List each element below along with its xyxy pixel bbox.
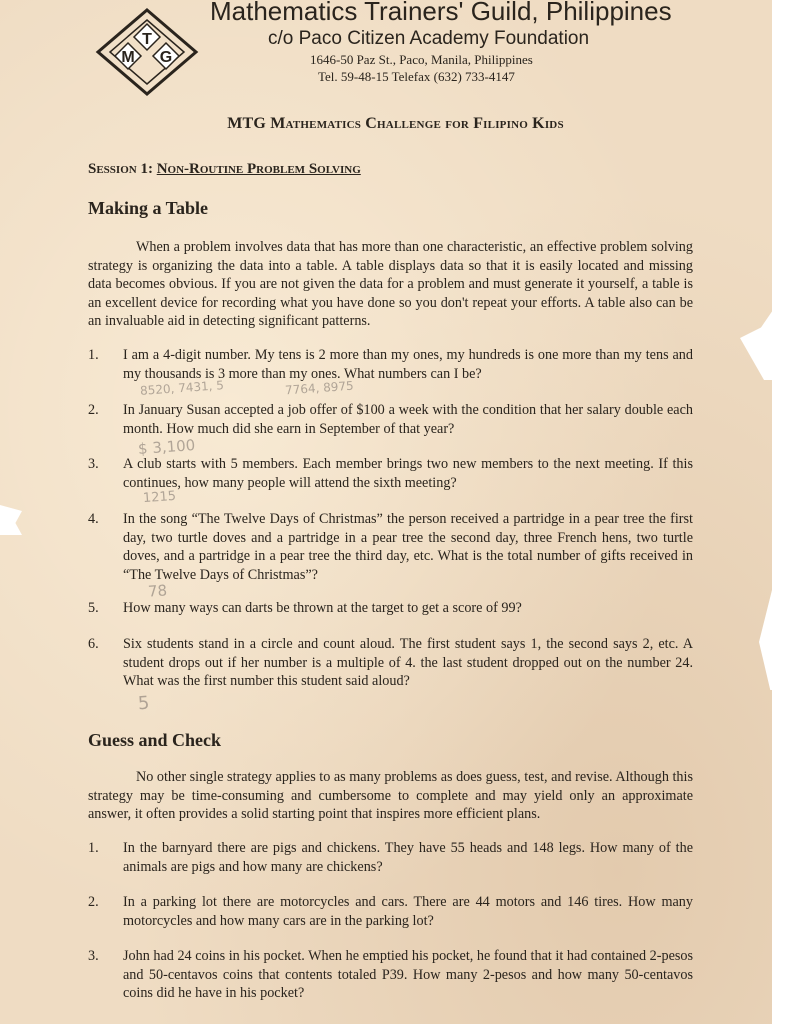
problem-number: 2. bbox=[88, 402, 99, 418]
logo-letter-t: T bbox=[142, 31, 152, 48]
problem-text: In a parking lot there are motorcycles and cars. There are 44 motors and 146 tires. How many motorcycles and how many cars are in the parking lot? bbox=[123, 894, 693, 929]
problem-text: How many ways can darts be thrown at the target to get a score of 99? bbox=[123, 600, 522, 616]
problem-number: 5. bbox=[88, 600, 99, 616]
problem-text: In January Susan accepted a job offer of $100 a week with the condition that her salary double each month. How much did she earn in September of that year? bbox=[123, 402, 693, 437]
pencil-note: 78 bbox=[147, 581, 168, 601]
section-intro: No other single strategy applies to as many problems as does guess, test, and revise. Although this strategy may be time-consuming and cumbersome to complete and may yield only an approximate answer, it often provides a solid starting point that inspires more efficient plans. bbox=[88, 769, 693, 822]
session-label: Session 1: bbox=[88, 161, 153, 177]
pencil-note: 7764, 8975 bbox=[284, 378, 355, 398]
logo-letter-g: G bbox=[159, 49, 173, 66]
problem-number: 3. bbox=[88, 948, 99, 964]
problem-text: In the song “The Twelve Days of Christmas” the person received a partridge in a pear tree the first day, two turtle doves and a partridge in a pear tree the second day, three French hens, two turtle doves, and a partridge in a pear tree the third day, etc. What is the total number of gifts received in “The Twelve Days of Christmas”? bbox=[123, 511, 693, 583]
problem-number: 2. bbox=[88, 894, 99, 910]
problem-number: 3. bbox=[88, 456, 99, 472]
org-name: Mathematics Trainers' Guild, Philippines bbox=[210, 0, 672, 26]
session-name: Non-Routine Problem Solving bbox=[156, 161, 361, 177]
problem-number: 4. bbox=[88, 511, 99, 527]
mtg-logo bbox=[92, 6, 202, 96]
section-intro: When a problem involves data that has more than one characteristic, an effective problem solving strategy is organizing the data into a table. A table displays data so that it is easily located and missing data becomes obvious. If you are not given the data for a problem and must generate it yourself, a table is an excellent device for recording what you have done so you don't repeat your efforts. A table also can be an invaluable aid in detecting significant patterns. bbox=[88, 239, 693, 329]
logo-letter-m: M bbox=[121, 49, 135, 66]
problem-number: 6. bbox=[88, 636, 99, 652]
phone-line: Tel. 59-48-15 Telefax (632) 733-4147 bbox=[318, 69, 515, 84]
problem-text: I am a 4-digit number. My tens is 2 more than my ones, my hundreds is one more than my tens and my thousands is 3 more than my ones. What numbers can I be? bbox=[123, 347, 693, 382]
problem-number: 1. bbox=[88, 840, 99, 856]
section-heading: Guess and Check bbox=[88, 730, 222, 750]
care-of-line: c/o Paco Citizen Academy Foundation bbox=[268, 28, 590, 49]
address-line: 1646-50 Paz St., Paco, Manila, Philippines bbox=[310, 52, 533, 67]
session-heading bbox=[88, 161, 361, 178]
problem-text: In the barnyard there are pigs and chickens. They have 55 heads and 148 legs. How many of the animals are pigs and how many are chickens? bbox=[123, 840, 693, 875]
problem-text: Six students stand in a circle and count aloud. The first student says 1, the second says 2, etc. A student drops out if her number is a multiple of 4. the last student dropped out on the number 24. What was the first number this student said aloud? bbox=[123, 636, 693, 689]
section-heading: Making a Table bbox=[88, 198, 209, 218]
problem-text: A club starts with 5 members. Each member brings two new members to the next meeting. If this continues, how many people will attend the sixth meeting? bbox=[123, 456, 693, 491]
pencil-note: 1215 bbox=[142, 488, 177, 507]
problem-number: 1. bbox=[88, 347, 99, 363]
document-title: MTG Mathematics Challenge for Filipino Kids bbox=[227, 115, 564, 132]
problem-text: John had 24 coins in his pocket. When he emptied his pocket, he found that it had contained 2-pesos and 50-centavos coins that contents totaled P39. How many 2-pesos and how many 50-centavos coins did he have in his pocket? bbox=[123, 948, 693, 1001]
pencil-note: 5 bbox=[137, 692, 151, 715]
pencil-note: $ 3,100 bbox=[137, 436, 196, 458]
pencil-note: 8520, 7431, 5 bbox=[139, 378, 225, 398]
